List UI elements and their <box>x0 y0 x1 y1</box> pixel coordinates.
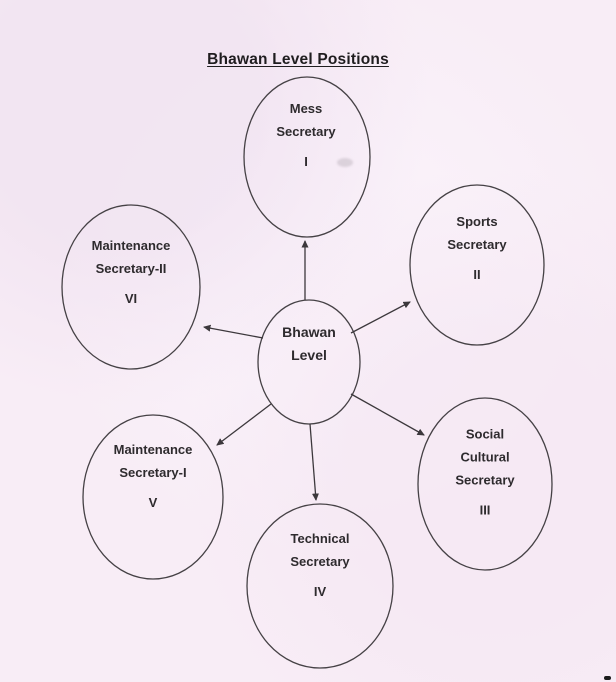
node-text: Secretary-I <box>119 465 187 480</box>
diagram-title: Bhawan Level Positions <box>207 51 389 68</box>
node-text: Technical <box>290 531 350 546</box>
arrow-to-sports-secretary <box>351 302 410 333</box>
arrow-to-maintenance-secretary-2 <box>204 327 263 338</box>
node-label-maintenance-secretary-2 <box>92 234 171 310</box>
node-numeral: IV <box>313 584 327 599</box>
node-text: Maintenance <box>91 238 171 253</box>
node-text: Secretary-II <box>95 261 167 276</box>
node-text: Mess <box>289 101 323 116</box>
node-text: Social <box>465 426 505 442</box>
arrow-to-maintenance-secretary-1 <box>217 404 271 445</box>
node-label-bhawan-level <box>282 321 336 367</box>
node-label-technical-secretary <box>290 527 349 603</box>
node-text: Cultural <box>460 449 510 465</box>
node-text: Level <box>291 347 327 363</box>
node-numeral: II <box>473 267 481 282</box>
arrow-to-social-cultural-secretary <box>351 394 424 435</box>
node-label-mess-secretary <box>276 97 335 173</box>
node-text: Sports <box>456 214 498 229</box>
node-text: Secretary <box>455 472 515 488</box>
node-numeral: III <box>479 502 491 518</box>
arrow-to-technical-secretary <box>310 424 316 500</box>
node-numeral: V <box>148 495 158 510</box>
node-numeral: VI <box>124 291 138 306</box>
node-text: Secretary <box>276 124 336 139</box>
scan-smudge <box>337 158 353 167</box>
node-text: Secretary <box>447 237 507 252</box>
node-numeral: I <box>304 154 308 169</box>
node-text: Bhawan <box>282 324 336 340</box>
node-label-social-cultural-secretary <box>455 423 514 522</box>
ink-speck <box>604 676 611 680</box>
node-text: Maintenance <box>113 442 193 457</box>
node-label-maintenance-secretary-1 <box>114 438 193 514</box>
node-label-sports-secretary <box>447 210 506 286</box>
node-text: Secretary <box>290 554 350 569</box>
